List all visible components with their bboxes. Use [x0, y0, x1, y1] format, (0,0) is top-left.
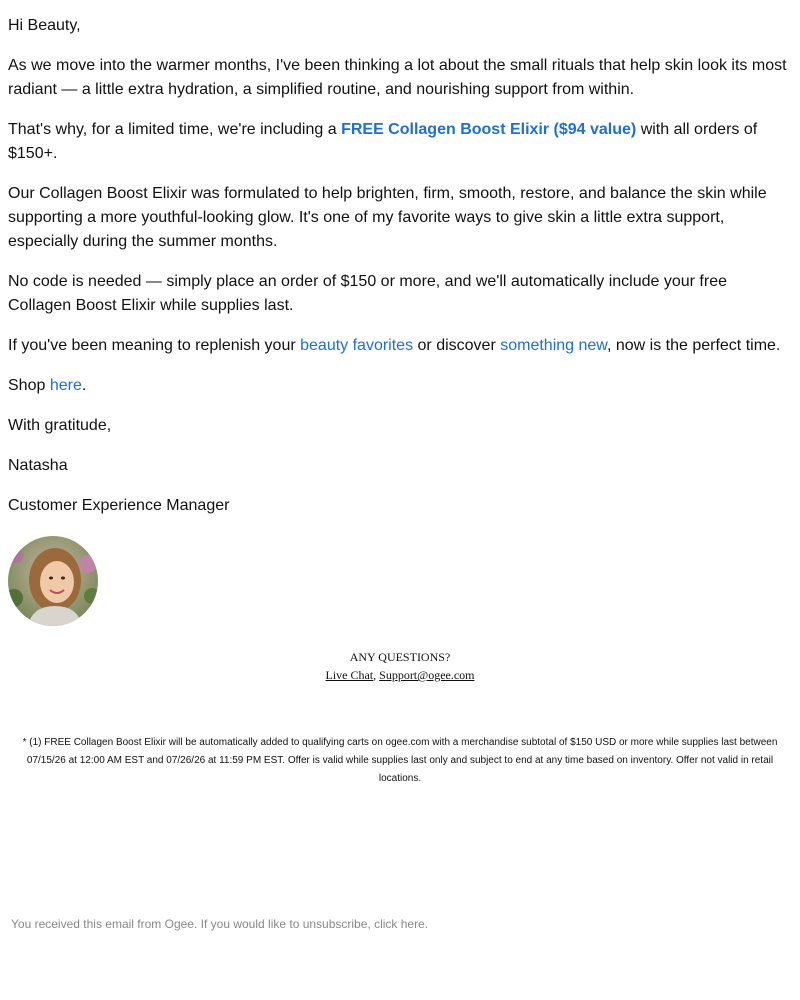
replenish-prefix: If you've been meaning to replenish your — [8, 337, 301, 354]
beauty-favorites-link[interactable]: beauty favorites — [300, 337, 414, 354]
offer-prefix: That's why, for a limited time, we're including a — [8, 121, 342, 138]
contact-separator: , — [373, 668, 380, 682]
avatar-portrait — [8, 536, 98, 626]
replenish-suffix: , now is the perfect time. — [606, 337, 781, 354]
offer-link[interactable]: FREE Collagen Boost Elixir ($94 value) — [341, 121, 637, 138]
closing: With gratitude, — [8, 417, 112, 434]
questions-heading: ANY QUESTIONS? — [349, 650, 451, 664]
offer-suffix: with all orders of $150+. — [8, 121, 758, 162]
intro-paragraph: As we move into the warmer months, I've been thinking a lot about the small rituals that help skin look its most radiant — a little extra hydration, a simplified routine, and nourishing support from within. — [8, 57, 787, 98]
replenish-paragraph — [8, 334, 792, 358]
shop-suffix: . — [81, 377, 87, 394]
description-paragraph: Our Collagen Boost Elixir was formulated to help brighten, firm, smooth, restore, and balance the skin while supporting a more youthful-looking glow. It's one of my favorite ways to give skin a little extra support, especially during the summer months. — [8, 185, 767, 250]
support-email-link[interactable]: Support@ogee.com — [379, 668, 475, 682]
questions-block — [0, 648, 800, 684]
replenish-middle: or discover — [413, 337, 501, 354]
unsubscribe-notice[interactable]: You received this email from Ogee. If you would like to unsubscribe, click here. — [11, 917, 429, 931]
no-code-paragraph: No code is needed — simply place an order of $150 or more, and we'll automatically include your free Collagen Boost Elixir while supplies last. — [8, 273, 727, 314]
shop-paragraph — [8, 374, 86, 398]
greeting: Hi Beauty, — [8, 17, 81, 34]
live-chat-link[interactable]: Live Chat — [325, 668, 374, 682]
shop-prefix: Shop — [8, 377, 50, 394]
contact-links — [0, 666, 800, 684]
avatar — [8, 536, 98, 626]
offer-paragraph — [8, 118, 778, 166]
offer-disclaimer: * (1) FREE Collagen Boost Elixir will be automatically added to qualifying carts on ogee.com with a merchandise subtotal of $150 USD or more while supplies last between 07/15/26 at 12:00 AM EST and 07/26/26 at 11:59 PM EST. Offer is valid while supplies last only and subject to end at any time based on inventory. Offer not valid in retail locations. — [22, 737, 778, 784]
something-new-link[interactable]: something new — [500, 337, 607, 354]
signer-title: Customer Experience Manager — [8, 497, 230, 514]
shop-here-link[interactable]: here — [49, 377, 82, 394]
signer-name: Natasha — [8, 457, 68, 474]
